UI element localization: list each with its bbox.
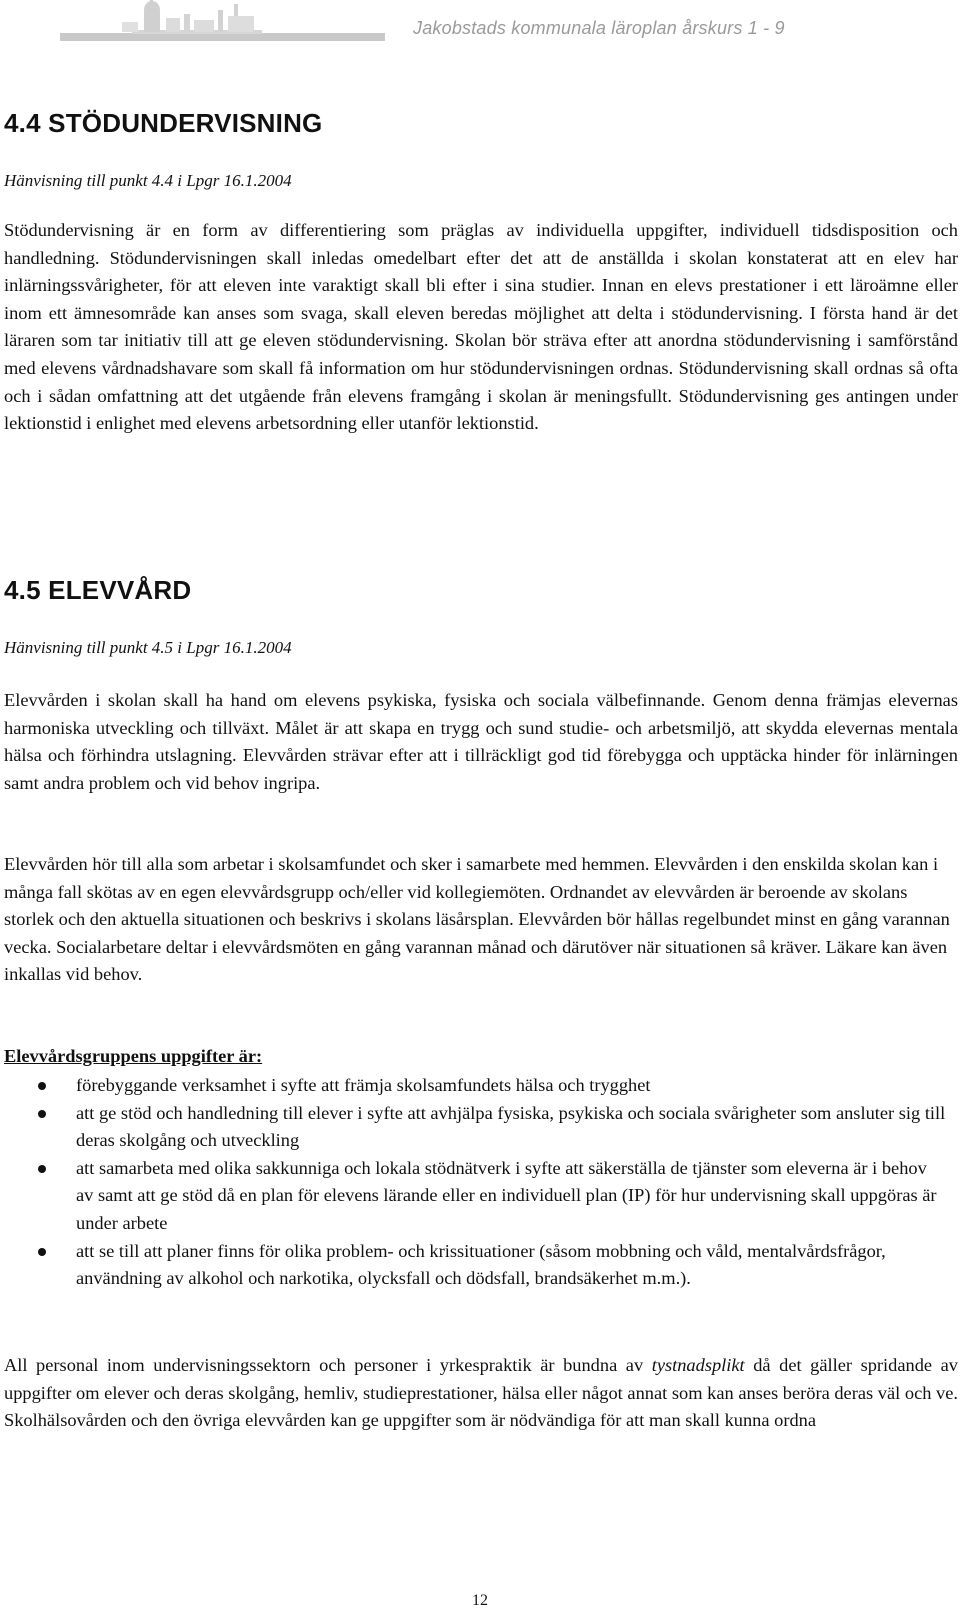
bullet-icon <box>38 1082 46 1090</box>
list-item <box>4 1072 946 1100</box>
list-item <box>4 1100 946 1155</box>
bullet-icon <box>38 1165 46 1173</box>
bullet-icon <box>38 1248 46 1256</box>
paragraph-stodundervisning: Stödundervisning är en form av differentiering som präglas av individuella uppgifter, individuell tidsdisposition och handledning. Stödundervisningen skall inledas omedelbart efter det att de anställda i skolan konstaterat att en elev har inlärningssvårigheter, för att eleven inte varaktigt skall bli efter i sina studier. Innan en elevs prestationer i ett läroämne eller inom ett ämnesområde kan anses som svaga, skall eleven beredas möjlighet att delta i stödundervisning. I första hand är det läraren som tar initiativ till att ge eleven stödundervisning. Skolan bör sträva efter att anordna stödundervisning i samförstånd med elevens vårdnadshavare som skall få information om hur stödundervisningen ordnas. Stödundervisning skall ordnas så ofta och i sådan omfattning att det utgående från elevens framgång i skolan är meningsfullt. Stödundervisning ges antingen under lektionstid i enlighet med elevens arbetsordning eller utanför lektionstid. <box>4 220 958 434</box>
task-text: att ge stöd och handledning till elever i syfte att avhjälpa fysiska, psykiska och sociala svårigheter som ansluter sig till deras skolgång och utveckling <box>76 1102 946 1151</box>
reference-4-4: Hänvisning till punkt 4.4 i Lpgr 16.1.2004 <box>4 171 292 190</box>
paragraph-elevvard-2: Elevvården hör till alla som arbetar i skolsamfundet och sker i samarbete med hemmen. Elevvården i den enskilda skolan kan i många fall skötas av en egen elevvårdsgrupp och/eller vid kollegiemöten. Ordnandet av elevvården är beroende av skolans storlek och den aktuella situationen och beskrivs i skolans läsårsplan. Elevvården bör hållas regelbundet minst en gång varannan vecka. Socialarbetare deltar i elevvårdsmöten en gång varannan månad och därutöver när situationen så kräver. Läkare kan även inkallas vid behov. <box>4 854 950 985</box>
town-skyline-logo <box>60 0 395 44</box>
tasks-heading: Elevvårdsgruppens uppgifter är: <box>4 1046 263 1066</box>
list-item <box>4 1155 946 1238</box>
page-number: 12 <box>472 1592 488 1609</box>
reference-4-5: Hänvisning till punkt 4.5 i Lpgr 16.1.2004 <box>4 638 292 657</box>
paragraph-tystnadsplikt <box>4 1352 958 1435</box>
paragraph-tystnadsplikt-start: All personal inom undervisningssektorn och personer i yrkespraktik är bundna av <box>4 1355 652 1375</box>
tasks-list <box>4 1072 958 1293</box>
tystnadsplikt-term: tystnadsplikt <box>651 1355 745 1375</box>
task-text: att se till att planer finns för olika problem- och krissituationer (såsom mobbning och våld, mentalvårdsfrågor, användning av alkohol och narkotika, olycksfall och dödsfall, brandsäkerhet m.m.). <box>76 1240 886 1289</box>
bullet-icon <box>38 1110 46 1118</box>
paragraph-tystnadsplikt-end: då det gäller spridande av uppgifter om elever och deras skolgång, hemliv, studieprestationer, hälsa eller något annat som kan anses beröra deras väl och ve. Skolhälsovården och den övriga elevvården kan ge uppgifter som är nödvändiga för att man skall kunna ordna <box>4 1355 958 1431</box>
task-text: förebyggande verksamhet i syfte att främja skolsamfundets hälsa och trygghet <box>76 1075 651 1095</box>
running-title: Jakobstads kommunala läroplan årskurs 1 - 9 <box>413 18 785 38</box>
task-text: att samarbeta med olika sakkunniga och lokala stödnätverk i syfte att säkerställa de tjänster som eleverna är i behov av samt att ge stöd då en plan för elevens lärande eller en individuell plan (IP) för hur undervisning skall uppgöras är under arbete <box>76 1157 937 1233</box>
section-heading-4-4: 4.4 STÖDUNDERVISNING <box>4 108 323 138</box>
page-header <box>0 0 960 60</box>
list-item <box>4 1238 946 1293</box>
paragraph-elevvard-1: Elevvården i skolan skall ha hand om elevens psykiska, fysiska och sociala välbefinnande. Genom denna främjas elevernas harmoniska utveckling och tillväxt. Målet är att skapa en trygg och sund studie- och arbetsmiljö, att skydda elevernas mentala hälsa och förhindra utslagning. Elevvården strävar efter att i tillräckligt god tid förebygga och upptäcka hinder för inlärningen samt andra problem och vid behov ingripa. <box>4 690 958 793</box>
section-heading-4-5: 4.5 ELEVVÅRD <box>4 575 192 605</box>
